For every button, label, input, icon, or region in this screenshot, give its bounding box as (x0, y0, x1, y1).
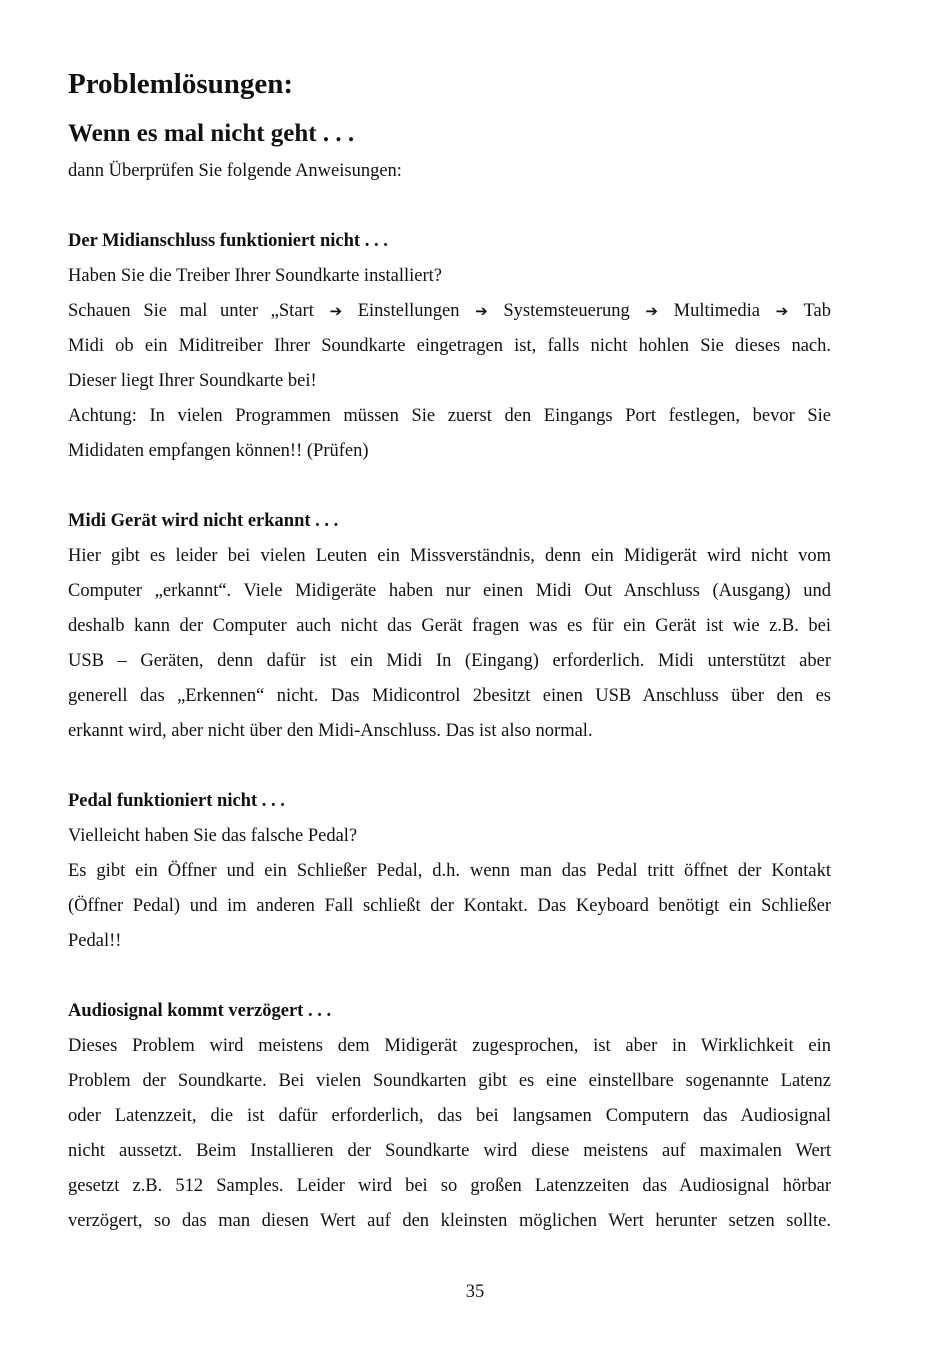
menu-path-part: Multimedia (673, 301, 760, 321)
text-line: Hier gibt es leider bei vielen Leuten ein Missverständnis, denn ein Midigerät wird nicht vom (68, 546, 831, 566)
text-line: Achtung: In vielen Programmen müssen Sie zuerst den Eingangs Port festlegen, bevor Sie (68, 406, 831, 426)
right-arrow-icon: ➔ (775, 302, 789, 320)
text-line: Dieser liegt Ihrer Soundkarte bei! (68, 371, 317, 391)
text-line: Es gibt ein Öffner und ein Schließer Pedal, d.h. wenn man das Pedal tritt öffnet der Kontakt (68, 861, 831, 881)
text-line: USB – Geräten, denn dafür ist ein Midi In (Eingang) erforderlich. Midi unterstützt aber (68, 651, 831, 671)
text-line: deshalb kann der Computer auch nicht das Gerät fragen was es für ein Gerät ist wie z.B. bei (68, 616, 831, 636)
text-line: (Öffner Pedal) und im anderen Fall schließt der Kontakt. Das Keyboard benötigt ein Schließer (68, 896, 831, 916)
menu-path-part: Tab (803, 301, 832, 321)
page-number: 35 (465, 1282, 485, 1302)
text-line: generell das „Erkennen“ nicht. Das Midicontrol 2besitzt einen USB Anschluss über den es (68, 686, 831, 706)
text-line: gesetzt z.B. 512 Samples. Leider wird bei so großen Latenzzeiten das Audiosignal hörbar (68, 1176, 831, 1196)
section-body (68, 539, 831, 749)
menu-path-part: Schauen Sie mal unter „Start (68, 301, 314, 321)
text-line: Midi ob ein Miditreiber Ihrer Soundkarte eingetragen ist, falls nicht hohlen Sie dieses nach. (68, 336, 831, 356)
menu-path-part: Einstellungen (357, 301, 460, 321)
right-arrow-icon: ➔ (475, 302, 488, 320)
text-line-menu-path (68, 294, 831, 329)
document-page (68, 62, 831, 1239)
section-midi-device-detection (68, 504, 831, 749)
section-body (68, 259, 831, 469)
section-heading: Der Midianschluss funktioniert nicht . . . (68, 231, 388, 251)
page-subtitle: Wenn es mal nicht geht . . . (68, 120, 355, 147)
section-body (68, 819, 831, 959)
text-line: Dieses Problem wird meistens dem Midigerät zugesprochen, ist aber in Wirklichkeit ein (68, 1036, 831, 1056)
text-line: erkannt wird, aber nicht über den Midi-Anschluss. Das ist also normal. (68, 721, 593, 741)
text-line: Computer „erkannt“. Viele Midigeräte haben nur einen Midi Out Anschluss (Ausgang) und (68, 581, 831, 601)
section-pedal (68, 784, 831, 959)
section-heading: Audiosignal kommt verzögert . . . (68, 1001, 332, 1021)
text-line: Problem der Soundkarte. Bei vielen Soundkarten gibt es eine einstellbare sogenannte Latenz (68, 1071, 831, 1091)
section-audio-latency (68, 994, 831, 1239)
section-midi-connection (68, 224, 831, 469)
right-arrow-icon: ➔ (329, 302, 343, 320)
section-heading: Midi Gerät wird nicht erkannt . . . (68, 511, 339, 531)
menu-path-part: Systemsteuerung (503, 301, 630, 321)
text-line: oder Latenzzeit, die ist dafür erforderlich, das bei langsamen Computern das Audiosignal (68, 1106, 831, 1126)
page-title: Problemlösungen: (68, 68, 294, 100)
text-line: verzögert, so das man diesen Wert auf den kleinsten möglichen Wert herunter setzen sollte. (68, 1211, 831, 1231)
text-line: Haben Sie die Treiber Ihrer Soundkarte installiert? (68, 266, 443, 286)
text-line: Vielleicht haben Sie das falsche Pedal? (68, 826, 358, 846)
text-line: nicht aussetzt. Beim Installieren der Soundkarte wird diese meistens auf maximalen Wert (68, 1141, 831, 1161)
text-line: Mididaten empfangen können!! (Prüfen) (68, 441, 369, 461)
text-line: Pedal!! (68, 931, 122, 951)
section-body (68, 1029, 831, 1239)
intro-text: dann Überprüfen Sie folgende Anweisungen: (68, 161, 402, 181)
right-arrow-icon: ➔ (645, 302, 658, 320)
section-heading: Pedal funktioniert nicht . . . (68, 791, 285, 811)
